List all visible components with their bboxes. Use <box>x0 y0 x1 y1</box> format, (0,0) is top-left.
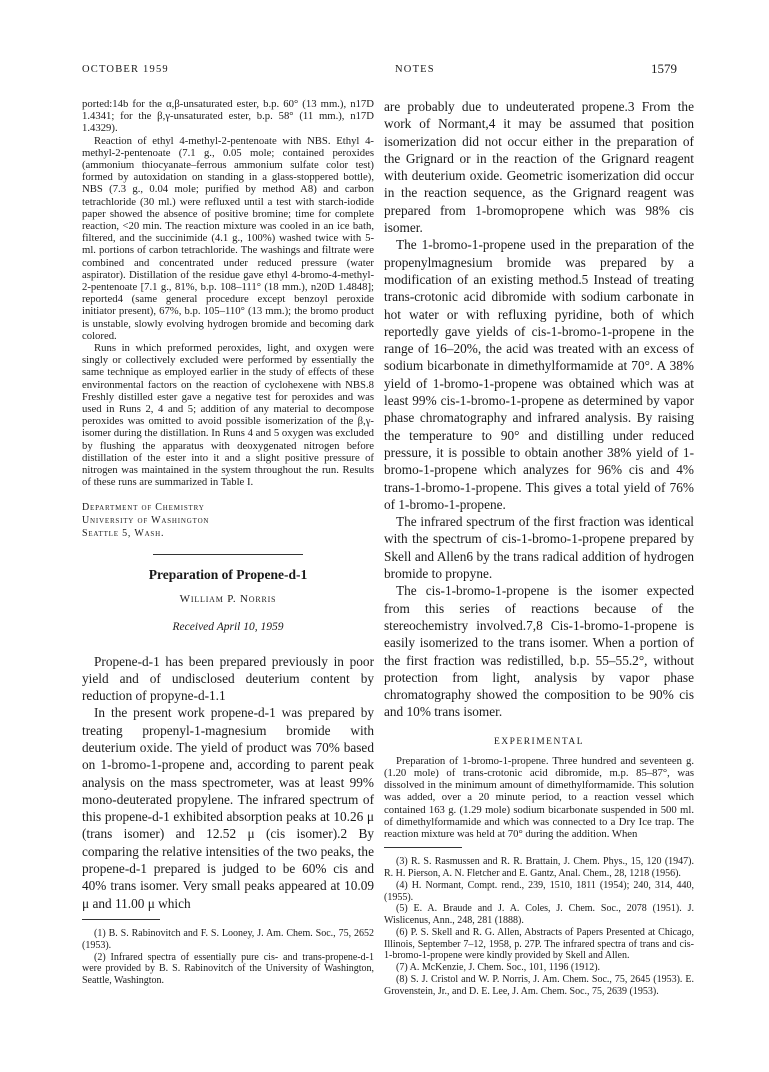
experimental-paragraph: Preparation of 1-bromo-1-propene. Three hundred and seventeen g. (1.20 mole) of trans-crotonic acid dibromide, m.p. 85–87°, was dissolved in the minimum amount of dimethylformamide. This solution was added, over a 20 minute period, to a reaction vessel which contained 163 g. (1.29 mole) sodium bicarbonate suspended in 500 ml. of dimethylformamide and which was connected to a Dry Ice trap. The reaction mixture was held at 70° during the addition. When <box>384 754 694 840</box>
footnote-8: (8) S. J. Cristol and W. P. Norris, J. Am. Chem. Soc., 75, 2645 (1953). E. Grovenstein, Jr., and D. E. Lee, J. Am. Chem. Soc., 75, 2639 (1953). <box>384 974 694 997</box>
footnote-6: (6) P. S. Skell and R. G. Allen, Abstracts of Papers Presented at Chicago, Illinois, September 7–12, 1958, p. 27P. The infrared spectra of trans and cis-1-bromo-1-propene were kindly provided by Skell and Allen. <box>384 926 694 962</box>
footnote-2: (2) Infrared spectra of essentially pure cis- and trans-propene-d-1 were provided by B. S. Rabinovitch of the University of Washington, Seattle, Washington. <box>82 951 374 987</box>
body-paragraph: In the present work propene-d-1 was prepared by treating propenyl-1-magnesium bromide with deuterium oxide. The yield of product was 70% based on 1-bromo-1-propene and, according to parent peak analysis on the mass spectrometer, was at least 99% mono-deuterated propylene. The infrared spectrum of this propene-d-1 exhibited absorption peaks at 10.26 μ (trans isomer) and 12.52 μ (cis isomer).2 By comparing the relative intensities of the two peaks, the propene-d-1 prepared is judged to be 60% cis and 40% trans isomer. Very small peaks appeared at 10.09 μ and 11.00 μ which <box>82 705 374 911</box>
article-author: William P. Norris <box>179 592 277 605</box>
footnote-7: (7) A. McKenzie, J. Chem. Soc., 101, 1196 (1912). <box>396 962 601 974</box>
intro-paragraph: Propene-d-1 has been prepared previously in poor yield and of undisclosed deuterium content by reduction of propyne-d-1.1 <box>82 653 374 704</box>
footnote-1: (1) B. S. Rabinovitch and F. S. Looney, J. Am. Chem. Soc., 75, 2652 (1953). <box>82 927 374 951</box>
nbs-reaction-paragraph: Reaction of ethyl 4-methyl-2-pentenoate with NBS. Ethyl 4-methyl-2-pentenoate (7.1 g., 0.05 mole; contained peroxides (ammonium thiocyanate–ferrous ammonium sulfate color test) formed by autoxidation on standing in a glass-stoppered bottle), NBS (7.3 g., 0.04 mole; purified by method A8) and carbon tetrachloride (30 ml.) were refluxed until a test with starch-iodide paper showed the absence of positive bromine; time for complete reaction, <20 min. The reaction mixture was cooled in an ice bath, filtered, and the succinimide (4.1 g., 100%) washed twice with 5-ml. portions of carbon tetrachloride. The washings and filtrate were combined and concentrated under reduced pressure (water aspirator). Distillation of the residue gave ethyl 4-bromo-4-methyl-2-pentenoate [7.1 g., 81%, b.p. 108–111° (18 mm.), n20D 1.4848]; reported4 (same general procedure except benzoyl peroxide initiator present), 67%, b.p. 105–110° (13 mm.); the bromo product is unstable, slowly evolving hydrogen bromide and becoming dark colored. <box>82 134 374 342</box>
continued-body-paragraph: are probably due to undeuterated propene.3 From the work of Normant,4 it may be assumed that position isomerization did not occur either in the preparation of the Grignard or in the reaction of the Grignard reagent with deuterium oxide. Geometric isomerization did occur in the reaction sequence, as the Grignard reagent was prepared from 1-bromopropene which was 98% cis isomer. <box>384 99 694 236</box>
running-head-section: NOTES <box>395 64 435 75</box>
footnote-3: (3) R. S. Rasmussen and R. R. Brattain, J. Chem. Phys., 15, 120 (1947). R. H. Pierson, A. N. Fletcher and E. Gantz, Anal. Chem., 28, 1218 (1956). <box>384 856 694 879</box>
received-date: Received April 10, 1959 <box>172 620 284 633</box>
right-column <box>384 98 694 998</box>
experimental-heading: EXPERIMENTAL <box>493 736 585 747</box>
footnote-4: (4) H. Normant, Compt. rend., 239, 1510, 1811 (1954); 240, 314, 440, (1955). <box>384 879 694 903</box>
continued-paragraph: ported:14b for the α,β-unsaturated ester, b.p. 60° (13 mm.), n17D 1.4341; for the β,γ-unsaturated ester, b.p. 58° (11 mm.), n17D 1.4329). <box>82 98 374 135</box>
footnote-rule <box>82 919 160 920</box>
article-title: Preparation of Propene-d-1 <box>148 566 308 582</box>
affiliation-university: University of Washington <box>82 514 210 526</box>
infrared-paragraph: The infrared spectrum of the first fraction was identical with the spectrum of cis-1-bromo-1-propene prepared by Skell and Allen6 by the trans radical addition of hydrogen bromide to propyne. <box>384 514 694 582</box>
bromopropene-paragraph: The 1-bromo-1-propene used in the preparation of the propenylmagnesium bromide was prepared by a modification of an existing method.5 Instead of treating trans-crotonic acid dibromide with sodium carbonate in hot water or with refluxing pyridine, both of which reportedly gave yields of cis-1-bromo-1-propene in the range of 16–20%, the acid was treated with an excess of sodium bicarbonate in dimethylformamide at 70°. A 38% yield of 1-bromo-1-propene was obtained which was at least 99% cis-1-bromo-1-propene as determined by vapor phase chromatography and infrared analysis. By raising the temperature to 90° and distilling under reduced pressure, it is possible to obtain another 38% yield of 1-bromo-1-propene which analyzes for 96% cis and 4% trans-1-bromo-1-propene. This gives a total yield of 76% of 1-bromo-1-propene. <box>384 237 694 512</box>
runs-paragraph: Runs in which preformed peroxides, light, and oxygen were singly or collectively excluded were performed by essentially the same technique as employed earlier in the study of effects of these environmental factors on the reaction of cyclohexene with NBS.8 Freshly distilled ester gave a negative test for peroxides and was used in Runs 2, 4 and 5; addition of any material to decompose peroxides was omitted to avoid possible isomerization of the β,γ-isomer during the distillation. In Runs 4 and 5 oxygen was excluded by flushing the apparatus with deoxygenated nitrogen before distillation of the ester into it and a slight positive pressure of nitrogen was maintained in the system throughout the run. Results of these runs are summarized in Table I. <box>82 342 374 489</box>
footnote-rule <box>384 847 462 848</box>
isomer-paragraph: The cis-1-bromo-1-propene is the isomer expected from this series of reactions because of the stereochemistry involved.7,8 Cis-1-bromo-1-propene is easily isomerized to the trans isomer. When a portion of the first fraction was redistilled, b.p. 55–55.2°, without protection from light, analysis by vapor phase chromatography showed the composition to be 90% cis and 10% trans isomer. <box>384 583 694 720</box>
page-number: 1579 <box>651 61 677 76</box>
affiliation-department: Department of Chemistry <box>82 501 205 513</box>
running-head-date: OCTOBER 1959 <box>82 64 169 75</box>
affiliation-city: Seattle 5, Wash. <box>82 527 165 539</box>
article-separator <box>153 554 303 555</box>
left-column <box>82 98 374 987</box>
affiliation-block <box>82 501 374 540</box>
footnote-5: (5) E. A. Braude and J. A. Coles, J. Chem. Soc., 2078 (1951). J. Wislicenus, Ann., 248, 281 (1888). <box>384 903 694 927</box>
